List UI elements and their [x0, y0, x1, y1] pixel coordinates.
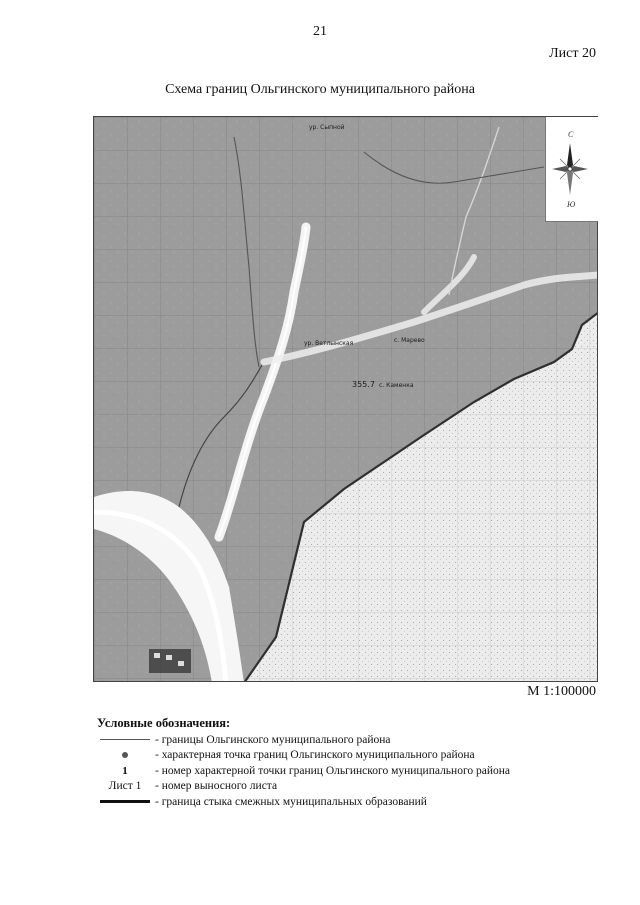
compass-north-label: С: [568, 130, 574, 139]
place-label-kamenka: с. Каменка: [379, 382, 414, 389]
legend-item-text: - граница стыка смежных муниципальных образований: [155, 795, 427, 808]
legend: [97, 716, 567, 810]
legend-item-point: [97, 748, 567, 764]
legend-item-point-number: [97, 763, 567, 779]
legend-item-junction: [97, 794, 567, 810]
dot-icon: [122, 752, 128, 758]
settlement-house: [166, 655, 172, 660]
compass-south-label: Ю: [567, 200, 576, 209]
legend-item-text: - характерная точка границ Ольгинского муниципального района: [155, 749, 475, 762]
point-number-symbol: 1: [122, 764, 128, 777]
map-canvas: [94, 117, 598, 682]
locality-label-1: ур. Ветлынская: [304, 340, 354, 347]
sheet-label: Лист 20: [549, 46, 596, 61]
settlement-house: [154, 653, 160, 658]
compass-star-icon: [552, 143, 588, 195]
thin-line-symbol: [100, 739, 150, 740]
map-frame[interactable]: [93, 116, 598, 682]
sheet-number-symbol: Лист 1: [108, 780, 142, 793]
settlement-house: [178, 661, 184, 666]
legend-item-text: - номер характерной точки границ Ольгинского муниципального района: [155, 764, 511, 777]
locality-label-2: ур. Сыпной: [309, 124, 345, 131]
settlement-block: [149, 649, 191, 673]
legend-title: Условные обозначения:: [97, 716, 231, 730]
scale-label: М 1:100000: [527, 684, 596, 699]
thick-line-symbol: [100, 800, 150, 803]
summit-label: 355.7: [352, 380, 375, 389]
legend-item-sheet: [97, 779, 567, 795]
legend-item-boundary: [97, 732, 567, 748]
compass-rose: [545, 117, 598, 222]
legend-item-text: - границы Ольгинского муниципального района: [155, 733, 391, 746]
legend-item-text: - номер выносного листа: [155, 780, 278, 793]
place-label-marevoe: с. Марево: [394, 337, 425, 344]
map-title: Схема границ Ольгинского муниципального района: [165, 82, 475, 97]
page-number: 21: [313, 24, 327, 39]
